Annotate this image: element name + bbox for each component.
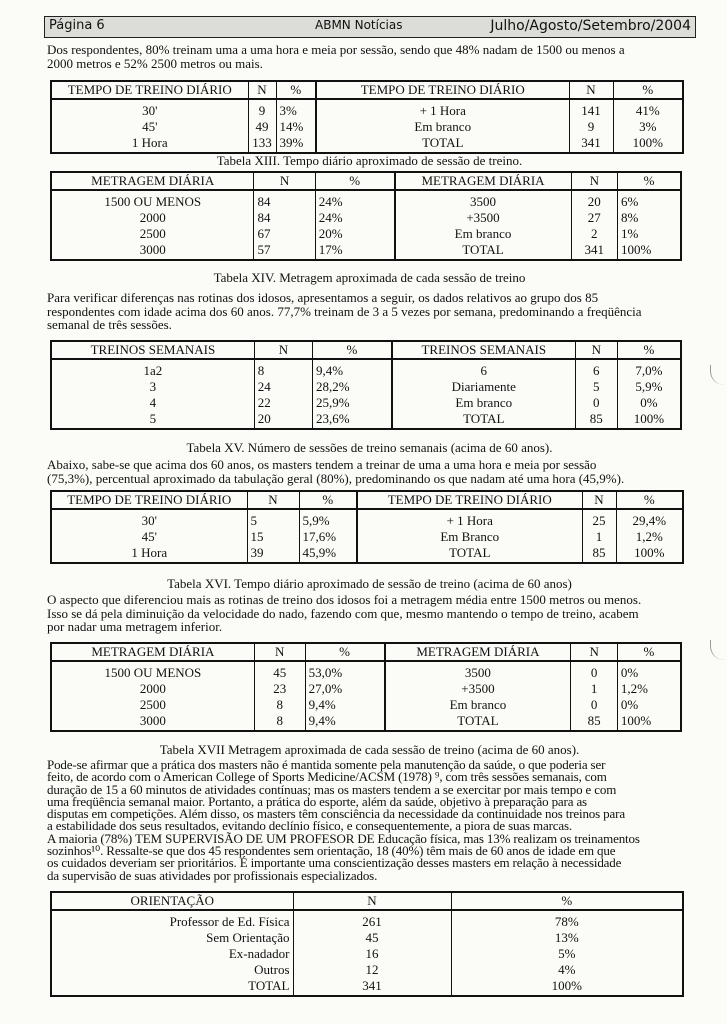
table-cell: 45,9% <box>299 545 357 563</box>
table-cell: 3500 <box>395 190 572 210</box>
column-header: % <box>299 491 357 509</box>
table-cell: 5 <box>51 411 254 429</box>
column-header: TREINOS SEMANAIS <box>51 341 254 359</box>
table-row <box>51 190 681 210</box>
column-header: N <box>575 341 617 359</box>
table-cell: 20 <box>254 411 312 429</box>
table-cell: TOTAL <box>392 411 575 429</box>
table-cell: 27,0% <box>305 681 384 697</box>
table-cell: 6 <box>392 359 575 379</box>
table-cell: 20% <box>315 226 394 242</box>
column-header: % <box>451 892 683 910</box>
table-row <box>51 910 683 930</box>
column-header: % <box>315 172 394 190</box>
column-header: N <box>571 172 618 190</box>
page-header <box>44 16 696 38</box>
table-cell: 25 <box>582 509 616 529</box>
page-number: Página 6 <box>49 18 105 33</box>
table-cell: 9,4% <box>305 713 384 731</box>
table-row <box>51 946 683 962</box>
table-cell: 0 <box>571 661 618 681</box>
text-line: Dos respondentes, 80% treinam uma a uma hora e meia por sessão, sendo que 48% nadam de 1500 ou menos a <box>47 42 625 57</box>
table-cell: 85 <box>575 411 617 429</box>
text-line: a estabilidade dos seus resultados, evitando declínio físico, e consequentemente, a piora de suas marcas. <box>47 818 573 834</box>
column-header: % <box>616 491 683 509</box>
table-cell: 28,2% <box>313 379 392 395</box>
column-header: % <box>617 643 681 661</box>
table-cell: 2000 <box>51 210 254 226</box>
table-cell: 8% <box>618 210 681 226</box>
table-cell: 5% <box>451 946 683 962</box>
text-line: os cuidados deveriam ser prioritários. É importante uma conscientização desses masters em relação à necessidade <box>47 855 622 871</box>
intro-paragraph <box>47 43 692 70</box>
text-line: da supervisão de suas atividades por profissionais especializados. <box>47 867 378 883</box>
body-paragraph <box>47 291 692 332</box>
text-line: Isso se dá pela diminuição da velocidade do nado, fazendo com que, mesmo mantendo o tempo de treino, acabem <box>47 605 639 621</box>
column-header: % <box>613 81 683 99</box>
table-cell: 0 <box>571 697 618 713</box>
column-header: METRAGEM DIÁRIA <box>385 643 571 661</box>
table-cell: 2500 <box>51 697 254 713</box>
table-17 <box>50 642 682 732</box>
table-row <box>51 242 681 260</box>
table-cell: 17,6% <box>299 529 357 545</box>
table-cell: 23 <box>254 681 305 697</box>
table-cell: 14% <box>276 119 316 135</box>
table-row <box>51 661 681 681</box>
table-cell: Em branco <box>385 697 571 713</box>
table-row <box>51 681 681 697</box>
table-cell: 5 <box>575 379 617 395</box>
text-line: O aspecto que diferenciou mais as rotinas de treino dos idosos foi a metragem média entre 1500 metros ou menos. <box>47 592 642 607</box>
table-cell: + 1 Hora <box>316 99 569 119</box>
table-cell: 22 <box>254 395 312 411</box>
table-cell: 30' <box>51 509 247 529</box>
text-line: (75,3%), percentual aproximado da tabulação geral (80%), predominando os que nadam até uma hora (45,9%). <box>47 470 625 486</box>
table-header-row <box>51 491 683 509</box>
table-cell: 67 <box>254 226 315 242</box>
table-row <box>51 697 681 713</box>
table-cell: 100% <box>617 411 681 429</box>
table-cell: 341 <box>293 978 451 996</box>
table-cell: Sem Orientação <box>51 930 293 946</box>
table-cell: 12 <box>293 962 451 978</box>
table-cell: 1 Hora <box>51 135 248 153</box>
table-cell: 3000 <box>51 713 254 731</box>
table-cell: 9 <box>248 99 276 119</box>
text-line: semanal de três sessões. <box>47 317 172 332</box>
column-header: TEMPO DE TREINO DIÁRIO <box>51 81 248 99</box>
table-cell: 1 <box>582 529 616 545</box>
table-cell: 0% <box>617 661 681 681</box>
table-cell: 85 <box>582 545 616 563</box>
table-cell: 3000 <box>51 242 254 260</box>
table-cell: 41% <box>613 99 683 119</box>
text-line: 2000 metros e 52% 2500 metros ou mais. <box>47 55 263 71</box>
table-cell: 9 <box>569 119 613 135</box>
table-cell: 1% <box>618 226 681 242</box>
table-cell: 6 <box>575 359 617 379</box>
column-header: ORIENTAÇÃO <box>51 892 293 910</box>
table-row <box>51 962 683 978</box>
table-row <box>51 210 681 226</box>
table-cell: Professor de Ed. Física <box>51 910 293 930</box>
table-cell: 341 <box>569 135 613 153</box>
binder-hole <box>710 640 725 660</box>
table-cell: 9,4% <box>313 359 392 379</box>
column-header: N <box>582 491 616 509</box>
table-cell: TOTAL <box>385 713 571 731</box>
table-cell: +3500 <box>395 210 572 226</box>
table-header-row <box>51 892 683 910</box>
table-cell: Em branco <box>316 119 569 135</box>
table-cell: 1,2% <box>616 529 683 545</box>
column-header: N <box>254 643 305 661</box>
table-cell: 3% <box>276 99 316 119</box>
column-header: TEMPO DE TREINO DIÁRIO <box>51 491 247 509</box>
table-cell: 5,9% <box>299 509 357 529</box>
text-line: uma freqüência semanal maior. Portanto, a prática do esporte, além da saúde, objetivo à preparação para as <box>47 793 587 809</box>
table-cell: 13% <box>451 930 683 946</box>
table-13 <box>50 80 684 154</box>
table-cell: 9,4% <box>305 697 384 713</box>
table-cell: 3 <box>51 379 254 395</box>
table-cell: 100% <box>451 978 683 996</box>
table-cell: TOTAL <box>395 242 572 260</box>
table-cell: 2500 <box>51 226 254 242</box>
table-cell: 133 <box>248 135 276 153</box>
table-cell: 100% <box>613 135 683 153</box>
column-header: METRAGEM DIÁRIA <box>51 643 254 661</box>
column-header: % <box>305 643 384 661</box>
table-cell: Ex-nadador <box>51 946 293 962</box>
table-cell: 6% <box>618 190 681 210</box>
table-cell: 29,4% <box>616 509 683 529</box>
table-cell: 0 <box>575 395 617 411</box>
table-cell: 45 <box>254 661 305 681</box>
body-paragraph <box>47 759 692 882</box>
table-cell: 100% <box>616 545 683 563</box>
text-line: feito, de acordo com o American College of Sports Medicine/ACSM (1978) ⁹, com três sessões semanais, com <box>47 769 607 785</box>
table-cell: 45' <box>51 119 248 135</box>
table-cell: 341 <box>571 242 618 260</box>
text-line: A maioria (78%) TEM SUPERVISÃO DE UM PROFESOR DE Educação física, mas 13% realizam os treinamentos <box>47 830 640 846</box>
table-cell: 5,9% <box>617 379 681 395</box>
table-cell: 39 <box>247 545 299 563</box>
table-cell: 17% <box>315 242 394 260</box>
table-cell: 100% <box>617 713 681 731</box>
column-header: % <box>618 172 681 190</box>
text-line: Abaixo, sabe-se que acima dos 60 anos, os masters tendem a treinar de uma a uma hora e meia por sessão <box>47 457 597 472</box>
table-cell: 27 <box>571 210 618 226</box>
issue-date: Julho/Agosto/Setembro/2004 <box>490 18 691 34</box>
table-cell: 1500 OU MENOS <box>51 661 254 681</box>
table-row <box>51 529 683 545</box>
table-cell: 23,6% <box>313 411 392 429</box>
table-cell: 141 <box>569 99 613 119</box>
table-cell: 45 <box>293 930 451 946</box>
table-header-row <box>51 172 681 190</box>
table-row <box>51 395 681 411</box>
table-16 <box>50 490 684 564</box>
column-header: N <box>293 892 451 910</box>
table-cell: 7,0% <box>617 359 681 379</box>
table-caption: Tabela XV. Número de sessões de treino semanais (acima de 60 anos). <box>186 440 553 455</box>
table-header-row <box>51 643 681 661</box>
table-row <box>51 226 681 242</box>
column-header: N <box>254 341 312 359</box>
table-caption: Tabela XVII Metragem aproximada de cada sessão de treino (acima de 60 anos). <box>159 742 580 757</box>
table-cell: 8 <box>254 713 305 731</box>
table-row <box>51 978 683 996</box>
text-line: por nadar uma metragem inferior. <box>47 619 223 634</box>
table-cell: 85 <box>571 713 618 731</box>
column-header: N <box>247 491 299 509</box>
column-header: N <box>254 172 315 190</box>
table-cell: 1 <box>571 681 618 697</box>
table-caption: Tabela XIV. Metragem aproximada de cada sessão de treino <box>213 270 526 285</box>
table-cell: 2000 <box>51 681 254 697</box>
column-header: N <box>571 643 618 661</box>
binder-hole <box>710 365 725 385</box>
text-line: Para verificar diferenças nas rotinas dos idosos, apresentamos a seguir, os dados relativos ao grupo dos 85 <box>47 290 599 305</box>
table-row <box>51 99 683 119</box>
table-cell: 24 <box>254 379 312 395</box>
table-cell: Em branco <box>392 395 575 411</box>
table-cell: 57 <box>254 242 315 260</box>
table-cell: 1500 OU MENOS <box>51 190 254 210</box>
table-cell: TOTAL <box>357 545 582 563</box>
table-cell: Outros <box>51 962 293 978</box>
table-cell: 1 Hora <box>51 545 247 563</box>
table-cell: 100% <box>618 242 681 260</box>
table-cell: 45' <box>51 529 247 545</box>
text-line: respondentes com idade acima dos 60 anos. 77,7% treinam de 3 a 5 vezes por semana, predominando a freqüência <box>47 303 642 319</box>
table-row <box>51 379 681 395</box>
table-row <box>51 119 683 135</box>
table-header-row <box>51 341 681 359</box>
table-cell: 24% <box>315 210 394 226</box>
table-header-row <box>51 81 683 99</box>
table-cell: 1,2% <box>617 681 681 697</box>
table-orientation <box>50 891 684 997</box>
table-row <box>51 509 683 529</box>
column-header: % <box>617 341 681 359</box>
table-cell: 78% <box>451 910 683 930</box>
table-cell: 84 <box>254 210 315 226</box>
table-row <box>51 713 681 731</box>
table-caption: Tabela XIII. Tempo diário aproximado de sessão de treino. <box>216 153 523 168</box>
table-cell: 8 <box>254 697 305 713</box>
column-header: N <box>569 81 613 99</box>
column-header: % <box>276 81 316 99</box>
column-header: TEMPO DE TREINO DIÁRIO <box>316 81 569 99</box>
table-14 <box>50 171 682 261</box>
column-header: METRAGEM DIÁRIA <box>51 172 254 190</box>
table-cell: 25,9% <box>313 395 392 411</box>
table-cell: Diariamente <box>392 379 575 395</box>
table-cell: 53,0% <box>305 661 384 681</box>
table-cell: 49 <box>248 119 276 135</box>
table-row <box>51 359 681 379</box>
body-paragraph <box>47 593 692 634</box>
column-header: TEMPO DE TREINO DIÁRIO <box>357 491 582 509</box>
table-cell: + 1 Hora <box>357 509 582 529</box>
publication-name: ABMN Notícias <box>315 18 403 32</box>
text-line: duração de 15 a 60 minutos de atividades contínuas; mas os masters tendem a se exercitar por mais tempo e com <box>47 781 617 797</box>
table-cell: 5 <box>247 509 299 529</box>
table-row <box>51 545 683 563</box>
table-cell: 24% <box>315 190 394 210</box>
table-cell: 30' <box>51 99 248 119</box>
table-cell: 261 <box>293 910 451 930</box>
table-row <box>51 411 681 429</box>
table-cell: 3% <box>613 119 683 135</box>
table-cell: 39% <box>276 135 316 153</box>
table-cell: 16 <box>293 946 451 962</box>
table-caption: Tabela XVI. Tempo diário aproximado de sessão de treino (acima de 60 anos) <box>167 576 572 591</box>
table-cell: 4% <box>451 962 683 978</box>
table-row <box>51 930 683 946</box>
table-cell: Em branco <box>395 226 572 242</box>
table-cell: 3500 <box>385 661 571 681</box>
table-cell: 8 <box>254 359 312 379</box>
table-cell: 84 <box>254 190 315 210</box>
table-cell: TOTAL <box>51 978 293 996</box>
text-line: Pode-se afirmar que a prática dos masters não é mantida somente pela manutenção da saúde, o que poderia ser <box>47 757 606 772</box>
column-header: METRAGEM DIÁRIA <box>395 172 572 190</box>
table-cell: Em Branco <box>357 529 582 545</box>
table-15 <box>50 340 682 430</box>
table-cell: +3500 <box>385 681 571 697</box>
table-cell: 0% <box>617 395 681 411</box>
table-cell: 2 <box>571 226 618 242</box>
body-paragraph <box>47 458 692 485</box>
table-cell: 1a2 <box>51 359 254 379</box>
table-row <box>51 135 683 153</box>
table-cell: 20 <box>571 190 618 210</box>
text-line: disputas em competições. Além disso, os masters têm consciência da necessidade da continuidade nos treinos para <box>47 806 625 822</box>
table-cell: 0% <box>617 697 681 713</box>
table-cell: TOTAL <box>316 135 569 153</box>
column-header: N <box>248 81 276 99</box>
column-header: TREINOS SEMANAIS <box>392 341 575 359</box>
table-cell: 15 <box>247 529 299 545</box>
table-cell: 4 <box>51 395 254 411</box>
text-line: sozinhos¹⁰. Ressalte-se que dos 45 respondentes sem orientação, 18 (40%) têm mais de 60 anos de idade em que <box>47 843 616 859</box>
column-header: % <box>313 341 392 359</box>
